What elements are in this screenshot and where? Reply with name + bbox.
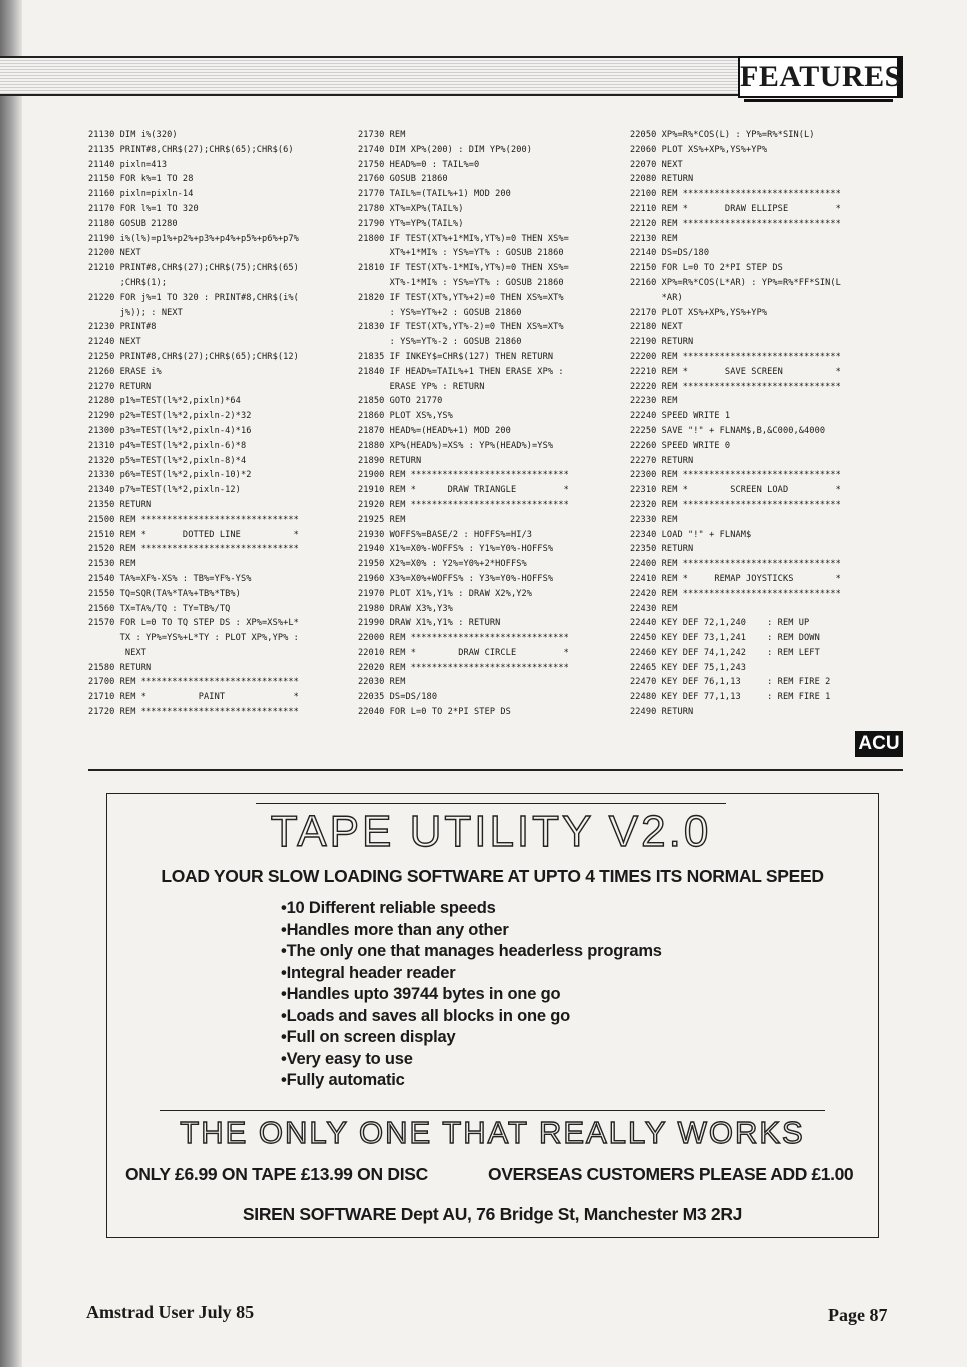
code-line: 22400 REM ****************************** (630, 559, 841, 570)
code-line: 21800 IF TEST(XT%+1*MI%,YT%)=0 THEN XS%= (358, 233, 569, 244)
code-line: 21500 REM ****************************** (88, 514, 299, 525)
code-line: 22040 FOR L=0 TO 2*PI STEP DS (358, 707, 511, 718)
code-line: 21580 RETURN (88, 662, 152, 673)
advert-feature-item: • Handles more than any other (281, 920, 662, 942)
code-line: 21880 XP%(HEAD%)=XS% : YP%(HEAD%)=YS% (358, 440, 554, 451)
code-line: 22080 RETURN (630, 174, 694, 185)
code-line: 21925 REM (358, 514, 406, 525)
code-line: 22200 REM ****************************** (630, 351, 841, 362)
listing-column-3 (630, 128, 841, 720)
code-line: 21550 TQ=SQR(TA%*TA%+TB%*TB%) (88, 588, 241, 599)
advert-feature-item: • Loads and saves all blocks in one go (281, 1006, 662, 1028)
code-line: 22460 KEY DEF 74,1,242 : REM LEFT (630, 647, 820, 658)
code-line: 21260 ERASE i% (88, 366, 162, 377)
code-line: 22480 KEY DEF 77,1,13 : REM FIRE 1 (630, 692, 831, 703)
code-line: 22110 REM * DRAW ELLIPSE * (630, 203, 841, 214)
code-line: 22060 PLOT XS%+XP%,YS%+YP% (630, 144, 768, 155)
advert-headline (256, 803, 726, 860)
code-line: 21170 FOR l%=1 TO 320 (88, 203, 199, 214)
advert-feature-list (281, 898, 662, 1092)
code-line: 21530 REM (88, 559, 136, 570)
code-line: 21840 IF HEAD%=TAIL%+1 THEN ERASE XP% : (358, 366, 564, 377)
section-divider (88, 769, 903, 771)
code-line: 21940 X1%=X0%-WOFFS% : Y1%=Y0%-HOFFS% (358, 544, 554, 555)
code-line: 21250 PRINT#8,CHR$(27);CHR$(65);CHR$(12) (88, 351, 299, 362)
code-line: 21290 p2%=TEST(l%*2,pixln-2)*32 (88, 411, 252, 422)
code-line: 22010 REM * DRAW CIRCLE * (358, 647, 569, 658)
code-line: 21160 pixln=pixln-14 (88, 189, 194, 200)
advert-subtitle: LOAD YOUR SLOW LOADING SOFTWARE AT UPTO 4 TIMES ITS NORMAL SPEED (161, 866, 824, 886)
code-line: 22190 RETURN (630, 337, 694, 348)
code-line: 21820 IF TEST(XT%,YT%+2)=0 THEN XS%=XT% (358, 292, 564, 303)
code-line: 21990 DRAW X1%,Y1% : RETURN (358, 618, 501, 629)
code-line: 21350 RETURN (88, 499, 152, 510)
code-line: 22180 NEXT (630, 322, 683, 333)
code-line: 21870 HEAD%=(HEAD%+1) MOD 200 (358, 425, 511, 436)
code-line: j%)); : NEXT (88, 307, 183, 318)
code-line: 22140 DS=DS/180 (630, 248, 710, 259)
code-line: 21560 TX=TA%/TQ : TY=TB%/TQ (88, 603, 231, 614)
advert-feature-item: • Very easy to use (281, 1049, 662, 1071)
code-line: 22100 REM ****************************** (630, 189, 841, 200)
code-line: 22330 REM (630, 514, 678, 525)
advert-feature-item: • Integral header reader (281, 963, 662, 985)
advert-feature-item: • Fully automatic (281, 1070, 662, 1092)
code-line: 21540 TA%=XF%-XS% : TB%=YF%-YS% (88, 573, 252, 584)
code-line: *AR) (630, 292, 683, 303)
code-line: 21240 NEXT (88, 337, 141, 348)
listing-column-2 (358, 128, 569, 720)
code-line: 21230 PRINT#8 (88, 322, 157, 333)
code-line: 21320 p5%=TEST(l%*2,pixln-8)*4 (88, 455, 247, 466)
code-line: 21220 FOR j%=1 TO 320 : PRINT#8,CHR$(i%( (88, 292, 299, 303)
code-line: 22310 REM * SCREEN LOAD * (630, 485, 841, 496)
code-line: 21180 GOSUB 21280 (88, 218, 178, 229)
code-line: 21980 DRAW X3%,Y3% (358, 603, 453, 614)
code-line: 21310 p4%=TEST(l%*2,pixln-6)*8 (88, 440, 247, 451)
code-line: 21760 GOSUB 21860 (358, 174, 448, 185)
code-line: 22050 XP%=R%*COS(L) : YP%=R%*SIN(L) (630, 130, 815, 140)
code-line: 21720 REM ****************************** (88, 707, 299, 718)
code-line: 22465 KEY DEF 75,1,243 (630, 662, 747, 673)
code-line: 21910 REM * DRAW TRIANGLE * (358, 485, 569, 496)
code-line: 21770 TAIL%=(TAIL%+1) MOD 200 (358, 189, 511, 200)
code-line: 21900 REM ****************************** (358, 470, 569, 481)
code-line: 21790 YT%=YP%(TAIL%) (358, 218, 464, 229)
code-line: 21700 REM ****************************** (88, 677, 299, 688)
advert-feature-item: • Full on screen display (281, 1027, 662, 1049)
code-line: 22230 REM (630, 396, 678, 407)
code-line: 22130 REM (630, 233, 678, 244)
advert-feature-item: • 10 Different reliable speeds (281, 898, 662, 920)
code-line: NEXT (88, 647, 147, 658)
code-line: 22210 REM * SAVE SCREEN * (630, 366, 841, 377)
code-line: TX : YP%=YS%+L*TY : PLOT XP%,YP% : (88, 633, 299, 644)
code-line: 22120 REM ****************************** (630, 218, 841, 229)
code-line: 21830 IF TEST(XT%,YT%-2)=0 THEN XS%=XT% (358, 322, 564, 333)
code-line: 21860 PLOT XS%,YS% (358, 411, 453, 422)
code-line: 21190 i%(l%)=p1%+p2%+p3%+p4%+p5%+p6%+p7% (88, 233, 299, 244)
code-line: 21150 FOR k%=1 TO 28 (88, 174, 194, 185)
code-line: 21890 RETURN (358, 455, 422, 466)
end-mark: ACU (855, 731, 903, 757)
code-line: 22070 NEXT (630, 159, 683, 170)
page-spine-shadow (0, 0, 22, 1367)
code-line: 22030 REM (358, 677, 406, 688)
advert-feature-item: • The only one that manages headerless programs (281, 941, 662, 963)
code-line: 21570 FOR L=0 TO TQ STEP DS : XP%=XS%+L* (88, 618, 299, 629)
code-line: 22150 FOR L=0 TO 2*PI STEP DS (630, 263, 783, 274)
code-line: 22350 RETURN (630, 544, 694, 555)
advert-slogan-box (160, 1110, 825, 1157)
code-line: 21330 p6%=TEST(l%*2,pixln-10)*2 (88, 470, 252, 481)
code-line: 21130 DIM i%(320) (88, 130, 178, 140)
code-line: XT%-1*MI% : YS%=YT% : GOSUB 21860 (358, 277, 564, 288)
code-line: 21835 IF INKEY$=CHR$(127) THEN RETURN (358, 351, 554, 362)
code-line: 21810 IF TEST(XT%-1*MI%,YT%)=0 THEN XS%= (358, 263, 569, 274)
code-line: 21960 X3%=X0%+WOFFS% : Y3%=Y0%-HOFFS% (358, 573, 554, 584)
code-line: 22000 REM ****************************** (358, 633, 569, 644)
code-line: 22170 PLOT XS%+XP%,YS%+YP% (630, 307, 768, 318)
code-line: : YS%=YT%+2 : GOSUB 21860 (358, 307, 522, 318)
code-line: 21710 REM * PAINT * (88, 692, 299, 703)
code-line: 21200 NEXT (88, 248, 141, 259)
listing-column-1 (88, 128, 299, 720)
code-line: 22420 REM ****************************** (630, 588, 841, 599)
code-line: 21520 REM ****************************** (88, 544, 299, 555)
code-line: 22250 SAVE "!" + FLNAM$,B,&C000,&4000 (630, 425, 826, 436)
code-line: 21140 pixln=413 (88, 159, 168, 170)
footer-publication: Amstrad User July 85 (86, 1302, 255, 1322)
code-line: 22410 REM * REMAP JOYSTICKS * (630, 573, 841, 584)
advert-overseas: OVERSEAS CUSTOMERS PLEASE ADD £1.00 (488, 1164, 854, 1184)
code-line: ERASE YP% : RETURN (358, 381, 485, 392)
code-line: 22430 REM (630, 603, 678, 614)
code-line: 21920 REM ****************************** (358, 499, 569, 510)
section-tag: FEATURES (738, 56, 903, 98)
code-line: : YS%=YT%-2 : GOSUB 21860 (358, 337, 522, 348)
code-line: 21340 p7%=TEST(l%*2,pixln-12) (88, 485, 241, 496)
advert-price: ONLY £6.99 ON TAPE £13.99 ON DISC (125, 1164, 428, 1184)
advert-address: SIREN SOFTWARE Dept AU, 76 Bridge St, Manchester M3 2RJ (242, 1204, 743, 1224)
code-line: 21210 PRINT#8,CHR$(27);CHR$(75);CHR$(65) (88, 263, 299, 274)
code-line: 22300 REM ****************************** (630, 470, 841, 481)
code-line: 22320 REM ****************************** (630, 499, 841, 510)
code-line: 21135 PRINT#8,CHR$(27);CHR$(65);CHR$(6) (88, 144, 294, 155)
code-line: 21510 REM * DOTTED LINE * (88, 529, 299, 540)
header-band (0, 56, 740, 96)
code-line: 22470 KEY DEF 76,1,13 : REM FIRE 2 (630, 677, 831, 688)
code-line: 21850 GOTO 21770 (358, 396, 443, 407)
code-line: 22240 SPEED WRITE 1 (630, 411, 731, 422)
code-line: 22270 RETURN (630, 455, 694, 466)
code-line: 21730 REM (358, 130, 406, 140)
footer-page-number: Page 87 (828, 1305, 888, 1325)
code-line: 21970 PLOT X1%,Y1% : DRAW X2%,Y2% (358, 588, 533, 599)
advert-feature-item: • Handles upto 39744 bytes in one go (281, 984, 662, 1006)
code-line: 21750 HEAD%=0 : TAIL%=0 (358, 159, 480, 170)
code-line: XT%+1*MI% : YS%=YT% : GOSUB 21860 (358, 248, 564, 259)
code-line: 21930 WOFFS%=BASE/2 : HOFFS%=HI/3 (358, 529, 533, 540)
code-line: ;CHR$(1); (88, 277, 168, 288)
advert-slogan: THE ONLY ONE THAT REALLY WORKS (180, 1115, 805, 1150)
code-line: 22035 DS=DS/180 (358, 692, 438, 703)
code-line: 22220 REM ****************************** (630, 381, 841, 392)
code-line: 21280 p1%=TEST(l%*2,pixln)*64 (88, 396, 241, 407)
code-line: 21740 DIM XP%(200) : DIM YP%(200) (358, 144, 533, 155)
code-line: 21300 p3%=TEST(l%*2,pixln-4)*16 (88, 425, 252, 436)
code-line: 22450 KEY DEF 73,1,241 : REM DOWN (630, 633, 820, 644)
advert-title: TAPE UTILITY V2.0 (270, 807, 712, 856)
code-line: 21950 X2%=X0% : Y2%=Y0%+2*HOFFS% (358, 559, 527, 570)
code-line: 21780 XT%=XP%(TAIL%) (358, 203, 464, 214)
code-line: 22440 KEY DEF 72,1,240 : REM UP (630, 618, 810, 629)
code-line: 21270 RETURN (88, 381, 152, 392)
code-line: 22490 RETURN (630, 707, 694, 718)
code-line: 22160 XP%=R%*COS(L*AR) : YP%=R%*FF*SIN(L (630, 277, 841, 288)
code-line: 22260 SPEED WRITE 0 (630, 440, 731, 451)
code-line: 22020 REM ****************************** (358, 662, 569, 673)
code-line: 22340 LOAD "!" + FLNAM$ (630, 529, 752, 540)
